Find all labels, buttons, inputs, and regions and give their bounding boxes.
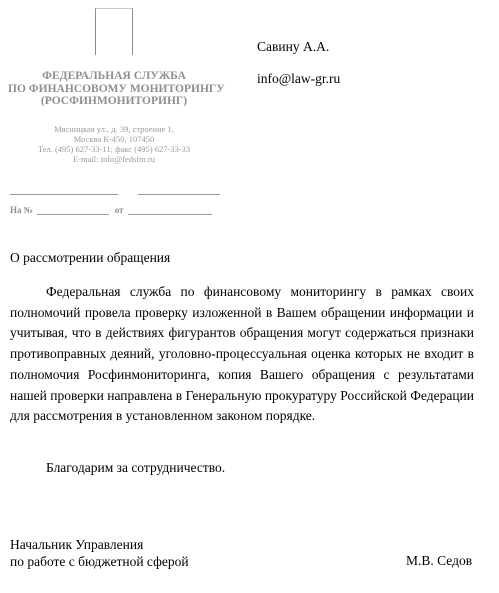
address-line: Москва К-450, 107450 bbox=[73, 134, 155, 144]
reference-row bbox=[10, 205, 212, 215]
closing-thanks: Благодарим за сотрудничество. bbox=[46, 460, 226, 475]
address-line: Мясницкая ул., д. 39, строение 1, bbox=[54, 124, 174, 134]
signatory-title-line: по работе с бюджетной сферой bbox=[10, 554, 189, 569]
reference-number-label: На № bbox=[10, 205, 33, 215]
signatory-title bbox=[10, 536, 189, 570]
letter-subject: О рассмотрении обращения bbox=[10, 250, 171, 265]
signatory-name: М.В. Седов bbox=[406, 553, 473, 568]
letter-body: Федеральная служба по финансовому мониторингу в рамках своих полномочий провела проверку изложенной в Вашем обращении информации и учитывая, что в действиях фигурантов обращения могут содержаться признаки противоправных деяний, уголовно-процессуальная оценка которых не входит в полномочия Росфинмониторинга, копия Вашего обращения с результатами нашей проверки направлена в Генеральную прокуратуру Российской Федерации для рассмотрения в установленном законом порядке. bbox=[10, 284, 474, 424]
org-line: ПО ФИНАНСОВОМУ МОНИТОРИНГУ bbox=[8, 82, 225, 95]
address-line: Тел. (495) 627-33-11; факс (495) 627-33-33 bbox=[37, 144, 191, 154]
organization-address bbox=[8, 124, 220, 164]
organization-name bbox=[8, 70, 225, 108]
recipient-email: info@law-gr.ru bbox=[257, 71, 341, 86]
signatory-title-line: Начальник Управления bbox=[10, 537, 144, 552]
reference-date-blank bbox=[128, 205, 212, 215]
reference-number-blank bbox=[37, 205, 109, 215]
emblem-image bbox=[95, 8, 133, 55]
recipient-name: Савину А.А. bbox=[257, 39, 330, 54]
address-line: E-mail: info@fedsfm.ru bbox=[73, 154, 155, 164]
reference-date-label: от bbox=[114, 205, 124, 215]
org-line: (РОСФИНМОНИТОРИНГ) bbox=[40, 95, 188, 107]
org-line: ФЕДЕРАЛЬНАЯ СЛУЖБА bbox=[42, 70, 186, 82]
date-blank-line bbox=[10, 194, 118, 195]
number-blank-line bbox=[138, 194, 220, 195]
